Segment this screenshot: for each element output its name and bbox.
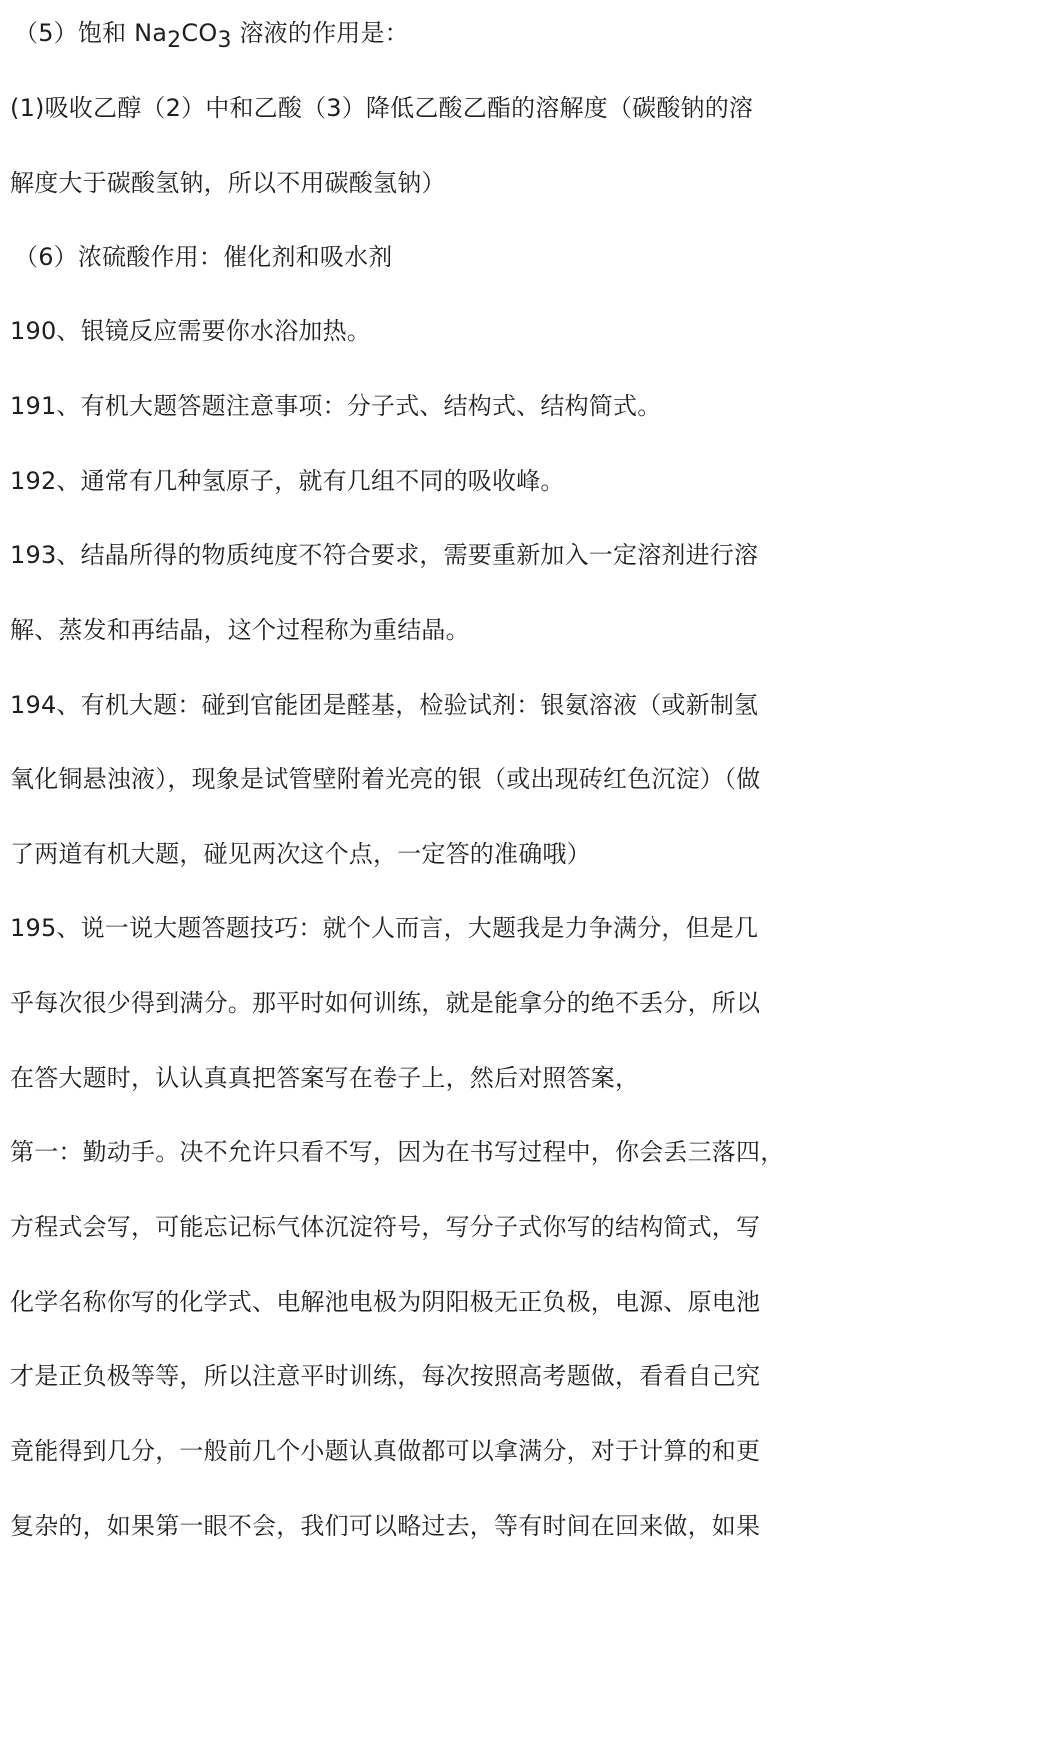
text-line: 了两道有机大题，碰见两次这个点，一定答的准确哦） [10,840,591,868]
text-line: 才是正负极等等，所以注意平时训练，每次按照高考题做，看看自己究 [10,1362,761,1390]
text-line: 解度大于碳酸氢钠，所以不用碳酸氢钠） [10,169,446,197]
text-line: 乎每次很少得到满分。那平时如何训练，就是能拿分的绝不丢分，所以 [10,989,761,1017]
text-line: 复杂的，如果第一眼不会，我们可以略过去，等有时间在回来做，如果 [10,1512,761,1540]
heading-line [14,3,1058,63]
text-line: 方程式会写，可能忘记标气体沉淀符号，写分子式你写的结构简式，写 [10,1213,761,1241]
text-line: 191、有机大题答题注意事项：分子式、结构式、结构简式。 [10,392,662,420]
text-line: 第一：勤动手。决不允许只看不写，因为在书写过程中，你会丢三落四， [10,1138,785,1166]
text-line: 193、结晶所得的物质纯度不符合要求，需要重新加入一定溶剂进行溶 [10,541,759,569]
text-line: 在答大题时，认认真真把答案写在卷子上，然后对照答案， [10,1064,640,1092]
text-line: (1)吸收乙醇（2）中和乙酸（3）降低乙酸乙酯的溶解度（碳酸钠的溶 [10,94,754,122]
heading-suffix: 溶液的作用是： [231,19,409,47]
text-line: 190、银镜反应需要你水浴加热。 [10,317,372,345]
text-line: 194、有机大题：碰到官能团是醛基，检验试剂：银氨溶液（或新制氢 [10,691,759,719]
heading-prefix: （5）饱和 Na [14,19,168,47]
text-line: 化学名称你写的化学式、电解池电极为阴阳极无正负极，电源、原电池 [10,1288,761,1316]
heading-mid: CO [181,19,218,47]
subscript-2: 2 [167,28,182,53]
text-line: 192、通常有几种氢原子，就有几组不同的吸收峰。 [10,467,565,495]
text-line: 竟能得到几分，一般前几个小题认真做都可以拿满分，对于计算的和更 [10,1437,761,1465]
text-line: 解、蒸发和再结晶，这个过程称为重结晶。 [10,616,470,644]
subscript-3: 3 [217,28,232,53]
text-line: （6）浓硫酸作用：催化剂和吸水剂 [14,243,393,271]
text-line: 195、说一说大题答题技巧：就个人而言，大题我是力争满分，但是几 [10,914,759,942]
text-line: 氧化铜悬浊液），现象是试管壁附着光亮的银（或出现砖红色沉淀）（做 [10,765,761,793]
